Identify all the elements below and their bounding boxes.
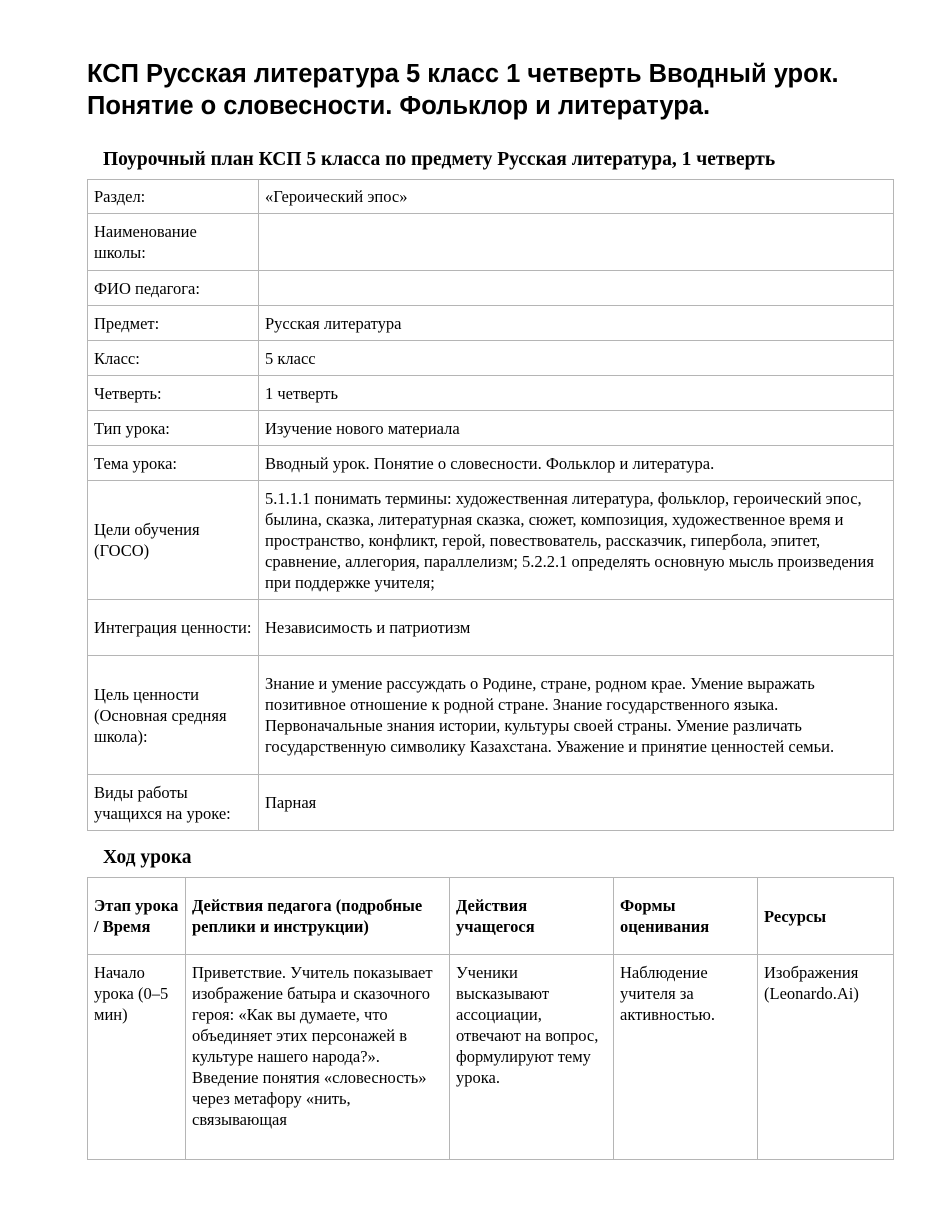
row-label: Цели обучения (ГОСО) — [88, 481, 259, 600]
row-label: Тема урока: — [88, 446, 259, 481]
plan-heading: Поурочный план КСП 5 класса по предмету Русская литература, 1 четверть — [103, 149, 776, 170]
lesson-plan-table — [87, 179, 894, 831]
row-label: Тип урока: — [88, 411, 259, 446]
column-header-student-actions: Действия учащегося — [450, 878, 614, 955]
table-row — [88, 955, 894, 1160]
row-value — [259, 271, 894, 306]
table-row — [88, 180, 894, 214]
row-label: Виды работы учащихся на уроке: — [88, 775, 259, 831]
resources-cell: Изображения (Leonardo.Ai) — [758, 955, 894, 1160]
column-header-resources: Ресурсы — [758, 878, 894, 955]
table-row — [88, 600, 894, 656]
student-actions-cell: Ученики высказывают ассоциации, отвечают на вопрос, формулируют тему урока. — [450, 955, 614, 1160]
row-label: Раздел: — [88, 180, 259, 214]
row-value: «Героический эпос» — [259, 180, 894, 214]
row-label: Четверть: — [88, 376, 259, 411]
row-value: 5 класс — [259, 341, 894, 376]
table-row — [88, 214, 894, 271]
table-row — [88, 446, 894, 481]
stage-cell: Начало урока (0–5 мин) — [88, 955, 186, 1160]
table-row — [88, 411, 894, 446]
row-value: 5.1.1.1 понимать термины: художественная литература, фольклор, героический эпос, былина, сказка, литературная сказка, сюжет, композиция, художественное время и пространство, конфликт, герой, повествователь, рассказчик, гипербола, эпитет, сравнение, аллегория, параллелизм; 5.2.2.1 определять основную мысль произведения при поддержке учителя; — [259, 481, 894, 600]
row-label: Цель ценности (Основная средняя школа): — [88, 656, 259, 775]
row-value: Вводный урок. Понятие о словесности. Фольклор и литература. — [259, 446, 894, 481]
column-header-teacher-actions: Действия педагога (подробные реплики и инструкции) — [186, 878, 450, 955]
row-value: Русская литература — [259, 306, 894, 341]
document-title: КСП Русская литература 5 класс 1 четверть Вводный урок. Понятие о словесности. Фольклор и литература. — [87, 60, 839, 120]
table-row — [88, 376, 894, 411]
row-label: ФИО педагога: — [88, 271, 259, 306]
row-value: Изучение нового материала — [259, 411, 894, 446]
column-header-stage: Этап урока / Время — [88, 878, 186, 955]
row-value: Знание и умение рассуждать о Родине, стране, родном крае. Умение выражать позитивное отношение к родной стране. Знание государственного языка. Первоначальные знания истории, культуры своей страны. Умение различать государственную символику Казахстана. Уважение и принятие ценностей семьи. — [259, 656, 894, 775]
table-row — [88, 271, 894, 306]
row-label: Предмет: — [88, 306, 259, 341]
row-label: Наименование школы: — [88, 214, 259, 271]
table-row — [88, 656, 894, 775]
row-label: Класс: — [88, 341, 259, 376]
row-value: Парная — [259, 775, 894, 831]
table-header-row — [88, 878, 894, 955]
table-row — [88, 775, 894, 831]
table-row — [88, 341, 894, 376]
lesson-progress-heading: Ход урока — [103, 847, 192, 868]
teacher-actions-cell: Приветствие. Учитель показывает изображение батыра и сказочного героя: «Как вы думаете, что объединяет этих персонажей в культуре нашего народа?». Введение понятия «словесность» через метафору «нить, связывающая — [186, 955, 450, 1160]
table-row — [88, 306, 894, 341]
row-value: Независимость и патриотизм — [259, 600, 894, 656]
row-value: 1 четверть — [259, 376, 894, 411]
assessment-cell: Наблюдение учителя за активностью. — [614, 955, 758, 1160]
row-value — [259, 214, 894, 271]
table-row — [88, 481, 894, 600]
row-label: Интеграция ценности: — [88, 600, 259, 656]
column-header-assessment: Формы оценивания — [614, 878, 758, 955]
lesson-progress-table — [87, 877, 894, 1160]
